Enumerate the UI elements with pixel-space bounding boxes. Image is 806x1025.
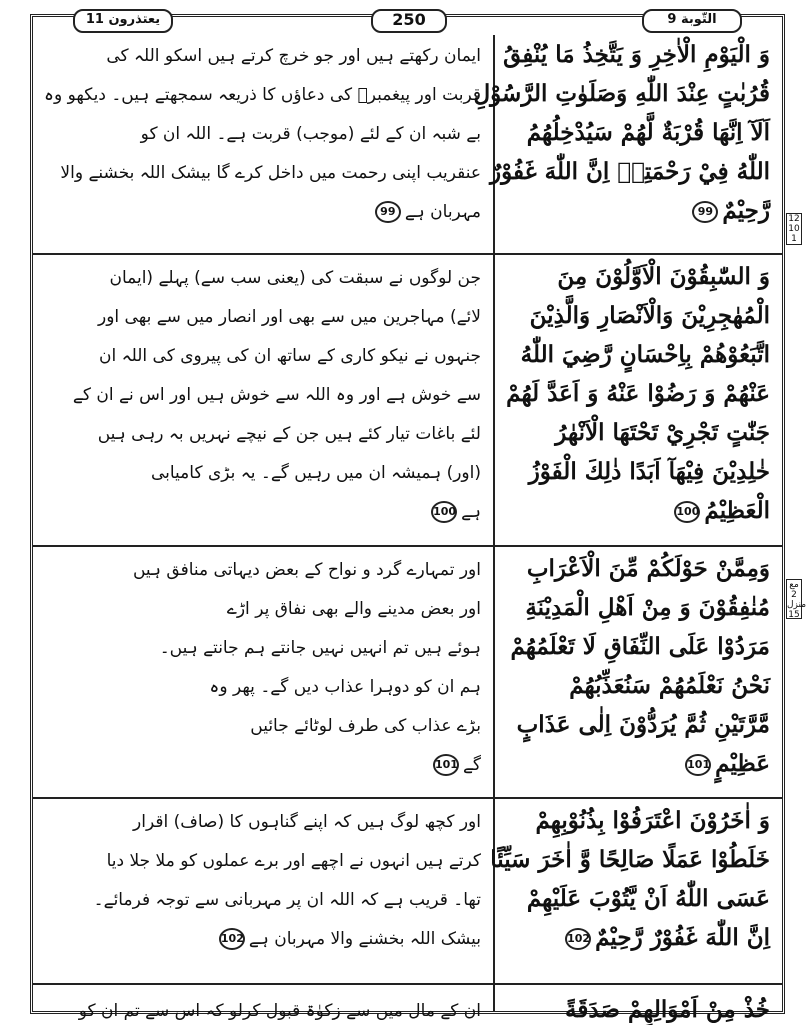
urdu-text: جنہوں نے نیکو کاری کے ساتھ ان کی پیروی کی اللہ ان [99,346,481,366]
urdu-line [43,1000,481,1021]
arabic-line [501,41,770,68]
urdu-text: ہوئے ہیں تم انہیں نہیں جانتے ہم جانتے ہیں۔ [159,638,481,658]
urdu-line [43,462,481,483]
arabic-line [501,497,770,524]
urdu-text: ہم ان کو دوہرا عذاب دیں گے۔ پھر وہ [209,677,481,697]
arabic-text: عَظِيْمٍ [715,750,770,777]
arabic-text: اتَّبَعُوْهُمْ بِاِحْسَانٍ رَّضِيَ اللّٰهُ [520,341,770,368]
arabic-text: قُرُبٰتٍ عِنْدَ اللّٰهِ وَصَلَوٰتِ الرَّسُوْلِ [473,80,770,107]
urdu-line [43,423,481,444]
verse-number-marker: 101 [685,754,711,776]
verse-number-marker: 100 [674,501,700,523]
urdu-text: بیشک اللہ بخشنے والا مہربان ہے [248,929,481,949]
arabic-text: الْمُهٰجِرِيْنَ وَالْاَنْصَارِ وَالَّذِيْنَ [529,302,770,329]
urdu-line [43,850,481,871]
manzil-mark: مع 2 منزل 15 [787,580,806,620]
arabic-text: عَنْهُمْ وَ رَضُوْا عَنْهُ وَ اَعَدَّ لَهُمْ [506,380,770,407]
page-number: 250 [371,9,447,33]
urdu-text: گے [462,755,481,775]
urdu-line [43,45,481,66]
arabic-line [501,750,770,777]
arabic-text: وَ السّٰبِقُوْنَ الْاَوَّلُوْنَ مِنَ [557,263,770,290]
urdu-line [43,123,481,144]
arabic-text: خَلَطُوْا عَمَلًا صَالِحًا وَّ اٰخَرَ سَيِّئًا [490,846,770,873]
arabic-text: مَرَدُوْا عَلَى النِّفَاقِ لَا تَعْلَمُهُمْ [510,633,770,660]
arabic-text: خُذْ مِنْ اَمْوَالِهِمْ صَدَقَةً [565,996,770,1023]
surah-title: التّوبة 9 [642,9,742,33]
arabic-line [501,341,770,368]
arabic-text: رَّحِيْمٌ [722,197,770,224]
arabic-text: خٰلِدِيْنَ فِيْهَآ اَبَدًا ذٰلِكَ الْفَوْزُ [528,458,770,485]
urdu-line [43,501,481,523]
page-frame [30,10,806,1023]
urdu-line [43,598,481,619]
arabic-text: اللّٰهُ فِيْ رَحْمَتِهٖ اِنَّ اللّٰهَ غَفُوْرٌ [490,158,770,185]
urdu-line [43,201,481,223]
arabic-text: جَنّٰتٍ تَجْرِيْ تَحْتَهَا الْاَنْهٰرُ [555,419,770,446]
ruku-mark: 12 10 1 [786,213,802,245]
urdu-line [43,384,481,405]
urdu-text: قربت اور پیغمبرؐ کی دعاؤں کا ذریعہ سمجھتے ہیں۔ دیکھو وہ [44,85,481,105]
urdu-line [43,715,481,736]
urdu-line [43,306,481,327]
arabic-line [501,672,770,699]
verse-number-marker: 102 [219,928,245,950]
urdu-text: لائے) مہاجرین میں سے بھی اور انصار میں سے بھی اور [98,307,481,327]
arabic-line [501,302,770,329]
arabic-text: نَحْنُ نَعْلَمُهُمْ سَنُعَذِّبُهُمْ [569,672,770,699]
arabic-text: وَ اٰخَرُوْنَ اعْتَرَفُوْا بِذُنُوْبِهِمْ [535,807,770,834]
arabic-text: عَسَى اللّٰهُ اَنْ يَّتُوْبَ عَلَيْهِمْ [526,885,770,912]
urdu-column [39,35,489,1021]
arabic-line [501,197,770,224]
arabic-text: اَلَآ اِنَّهَا قُرْبَةٌ لَّهُمْ سَيُدْخِلُهُمُ [526,119,770,146]
arabic-text: وَمِمَّنْ حَوْلَكُمْ مِّنَ الْاَعْرَابِ [526,555,770,582]
urdu-text: بڑے عذاب کی طرف لوٹائے جائیں [250,716,481,736]
verse-number-marker: 99 [692,201,718,223]
juz-title: يعتذرون 11 [73,9,173,33]
arabic-line [501,996,770,1023]
urdu-text: سے خوش ہے اور وہ اللہ سے خوش ہیں اور اس نے ان کے [72,385,481,405]
arabic-line [501,380,770,407]
urdu-text: ایمان رکھتے ہیں اور جو خرچ کرتے ہیں اسکو اللہ کی [106,46,481,66]
urdu-text: ان کے مال میں سے زکوٰۃ قبول کرلو کہ اس سے تم ان کو [78,1001,481,1021]
arabic-line [473,80,770,107]
arabic-text: وَ الْيَوْمِ الْاٰخِرِ وَ يَتَّخِذُ مَا يُنْفِقُ [503,41,770,68]
verse-number-marker: 102 [565,928,591,950]
urdu-text: لئے باغات تیار کئے ہیں جن کے نیچے نہریں بہ رہی ہیں [97,424,481,444]
verse-number-marker: 99 [375,201,401,223]
urdu-text: اور بعض مدینے والے بھی نفاق پر اڑے [226,599,481,619]
arabic-text: اِنَّ اللّٰهَ غَفُوْرٌ رَّحِيْمٌ [595,924,770,951]
arabic-line [501,885,770,912]
arabic-line [501,807,770,834]
arabic-line [501,119,770,146]
urdu-text: اور کچھ لوگ ہیں کہ اپنے گناہوں کا (صاف) اقرار [133,812,481,832]
arabic-line [501,924,770,951]
urdu-line [43,928,481,950]
arabic-line [501,419,770,446]
urdu-text: (اور) ہمیشہ ان میں رہیں گے۔ یہ بڑی کامیابی [150,463,481,483]
urdu-line [43,345,481,366]
arabic-line [490,846,770,873]
urdu-text: عنقریب اپنی رحمت میں داخل کرے گا بیشک اللہ بخشنے والا [60,163,481,183]
arabic-column [473,35,778,1023]
arabic-line [501,555,770,582]
arabic-line [501,711,770,738]
arabic-text: الْعَظِيْمُ [704,497,770,524]
urdu-line [43,811,481,832]
verse-number-marker: 101 [433,754,459,776]
urdu-line [43,84,481,105]
urdu-line [43,676,481,697]
arabic-line [501,633,770,660]
urdu-line [43,889,481,910]
arabic-line [501,458,770,485]
arabic-line [501,263,770,290]
urdu-text: کرتے ہیں انہوں نے اچھے اور برے عملوں کو ملا جلا دیا [106,851,481,871]
urdu-line [43,267,481,288]
urdu-text: جن لوگوں نے سبقت کی (یعنی سب سے) پہلے (ایمان [109,268,481,288]
urdu-line [43,559,481,580]
arabic-text: مُنٰفِقُوْنَ وَ مِنْ اَهْلِ الْمَدِيْنَةِ [525,594,770,621]
urdu-line [43,637,481,658]
urdu-line [43,754,481,776]
urdu-text: بے شبہ ان کے لئے (موجب) قربت ہے۔ اللہ ان کو [140,124,481,144]
urdu-text: مہربان ہے [404,202,481,222]
urdu-text: ہے [461,502,481,522]
urdu-line [43,162,481,183]
verse-number-marker: 100 [431,501,457,523]
urdu-text: تھا۔ قریب ہے کہ اللہ ان پر مہربانی سے توجہ فرمائے۔ [93,890,481,910]
urdu-text: اور تمہارے گرد و نواح کے بعض دیہاتی منافق ہیں [132,560,481,580]
arabic-text: مَّرَّتَيْنِ ثُمَّ يُرَدُّوْنَ اِلٰى عَذَابٍ [516,711,770,738]
arabic-line [490,158,770,185]
arabic-line [501,594,770,621]
